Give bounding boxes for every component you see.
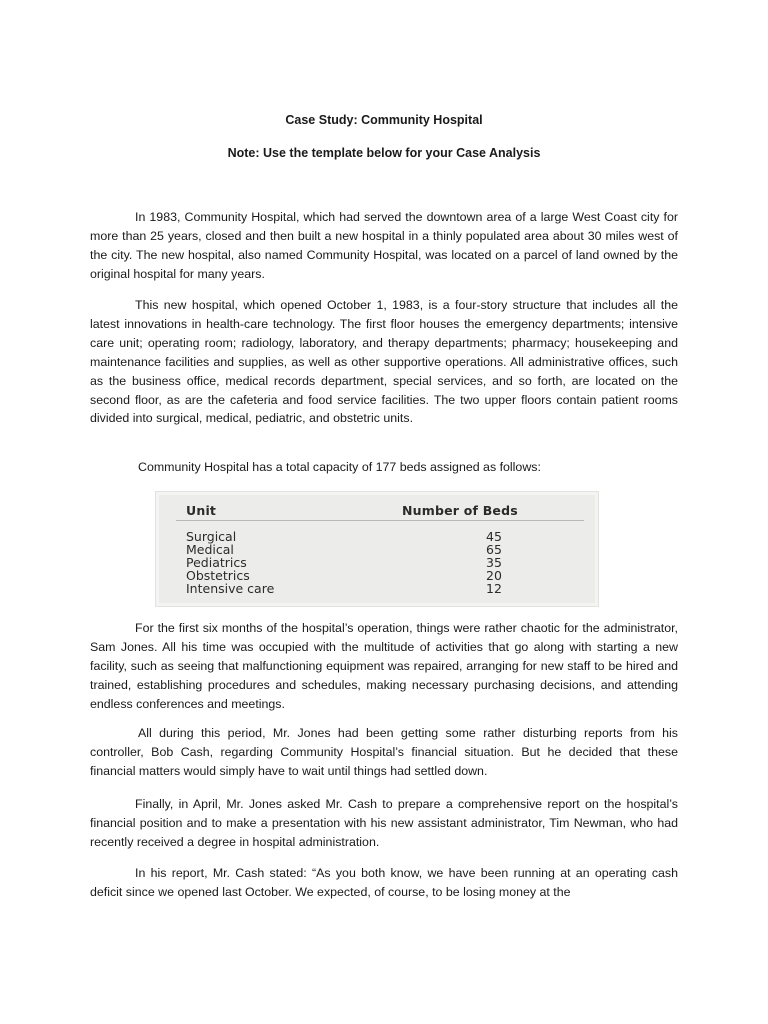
- table-cell-beds: 35: [486, 555, 502, 570]
- table-cell-beds: 20: [486, 568, 502, 583]
- beds-table: [155, 491, 599, 607]
- paragraph-report-request: Finally, in April, Mr. Jones asked Mr. Cash to prepare a comprehensive report on the hospital’s financial position and to make a presentation with his new assistant administrator, Tim Newman, who had recently received a degree in hospital administration.: [90, 797, 678, 849]
- paragraph-facility: This new hospital, which opened October 1, 1983, is a four-story structure that includes all the latest innovations in health-care technology. The first floor houses the emergency departments; intensive care unit; operating room; radiology, laboratory, and therapy departments; pharmacy; housekeeping and maintenance facilities and supplies, as well as other supportive operations. All administrative offices, such as the business office, medical records department, special services, and so forth, are located on the second floor, as are the cafeteria and food service facilities. The two upper floors contain patient rooms divided into surgical, medical, pediatric, and obstetric units.: [90, 298, 678, 426]
- table-cell-beds: 45: [486, 529, 502, 544]
- document-title: Case Study: Community Hospital: [285, 113, 483, 127]
- table-header-rule: [176, 520, 584, 521]
- template-note: Note: Use the template below for your Case Analysis: [227, 146, 541, 160]
- table-row: [156, 582, 598, 595]
- paragraph-first-months: For the first six months of the hospital’s operation, things were rather chaotic for the administrator, Sam Jones. All his time was occupied with the multitude of activities that go along with starting a new facility, such as seeing that malfunctioning equipment was repaired, arranging for new staff to be hired and trained, establishing procedures and schedules, making necessary purchasing decisions, and attending endless conferences and meetings.: [90, 621, 678, 711]
- table-cell-beds: 12: [486, 581, 502, 596]
- table-cell-unit: Surgical: [186, 529, 237, 544]
- paragraph-capacity: Community Hospital has a total capacity of 177 beds assigned as follows:: [138, 460, 541, 474]
- table-cell-unit: Intensive care: [186, 581, 275, 596]
- table-header-unit: Unit: [186, 503, 217, 518]
- paragraph-financial-reports: All during this period, Mr. Jones had been getting some rather disturbing reports from his controller, Bob Cash, regarding Community Hospital’s financial situation. But he decided that these financial matters would simply have to wait until things had settled down.: [90, 726, 678, 778]
- table-cell-unit: Medical: [186, 542, 234, 557]
- paragraph-history: In 1983, Community Hospital, which had served the downtown area of a large West Coast city for more than 25 years, closed and then built a new hospital in a thinly populated area about 30 miles west of the city. The new hospital, also named Community Hospital, was located on a parcel of land owned by the original hospital for many years.: [90, 210, 678, 281]
- table-cell-unit: Pediatrics: [186, 555, 247, 570]
- paragraph-cash-report: In his report, Mr. Cash stated: “As you both know, we have been running at an operating cash deficit since we opened last October. We expected, of course, to be losing money at the: [90, 866, 678, 899]
- table-cell-unit: Obstetrics: [186, 568, 250, 583]
- table-header-beds: Number of Beds: [402, 503, 518, 518]
- table-cell-beds: 65: [486, 542, 502, 557]
